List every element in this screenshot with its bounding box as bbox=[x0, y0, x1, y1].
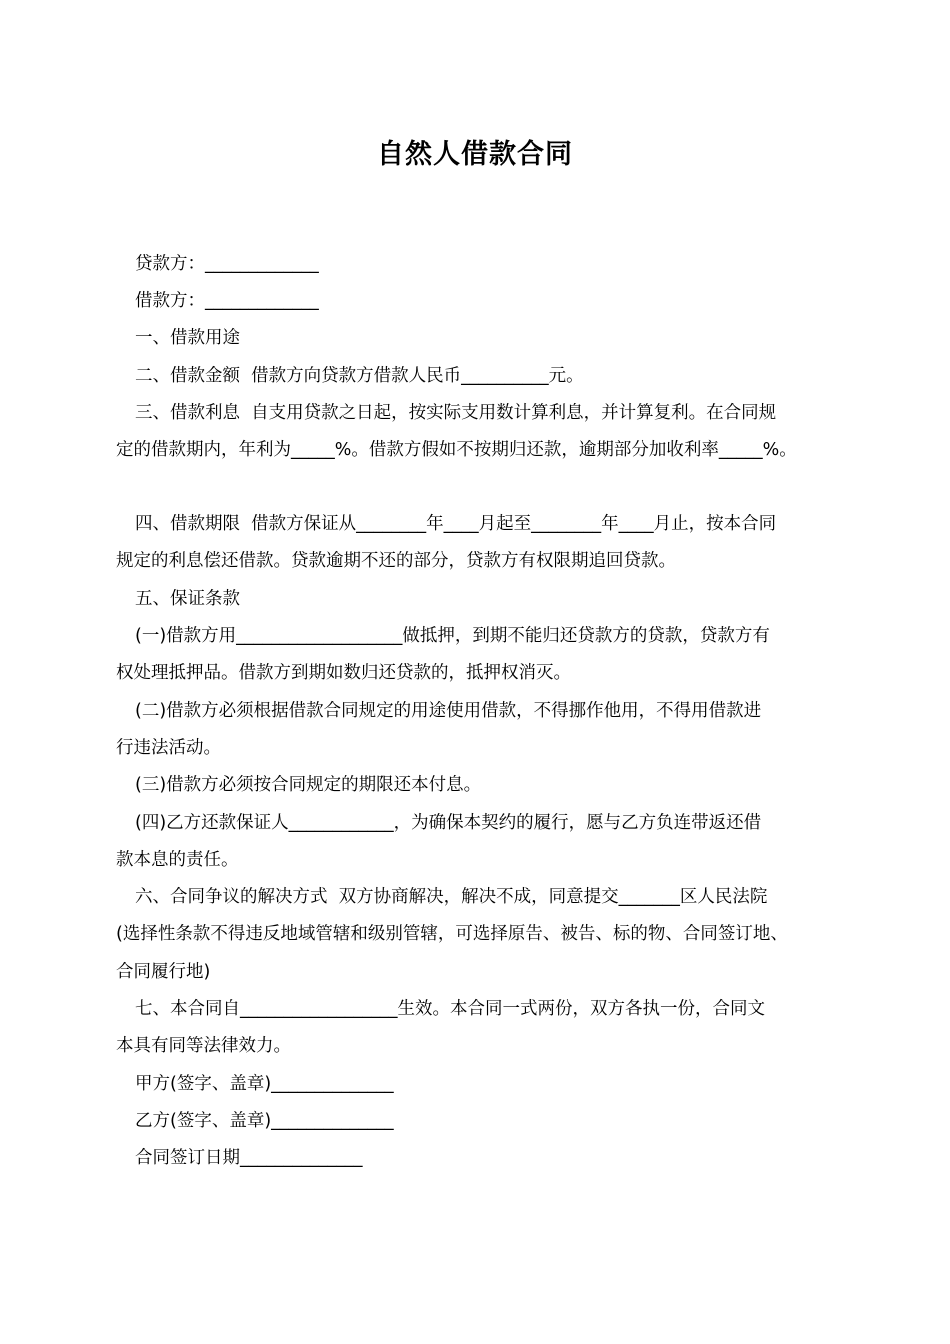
section-1-heading: 一、借款用途 bbox=[135, 328, 240, 348]
section-7-line-2: 本具有同等法律效力。 bbox=[116, 1036, 291, 1056]
section-3-interest-line-1: 三、借款利息 自支用贷款之日起，按实际支用数计算利息，并计算复利。在合同规 bbox=[135, 403, 777, 423]
clause-5-2-line-1: (二)借款方必须根据借款合同规定的用途使用借款，不得挪作他用，不得用借款进 bbox=[135, 701, 762, 721]
lender-line: 贷款方：_____________ bbox=[135, 254, 319, 274]
section-6-line-2: (选择性条款不得违反地域管辖和级别管辖，可选择原告、被告、标的物、合同签订地、 bbox=[116, 924, 788, 944]
party-a-signature-line: 甲方(签字、盖章)______________ bbox=[135, 1074, 394, 1094]
section-3-interest-line-2: 定的借款期内，年利为_____%。借款方假如不按期归还款，逾期部分加收利率_____%。 bbox=[116, 440, 797, 460]
clause-5-3: (三)借款方必须按合同规定的期限还本付息。 bbox=[135, 775, 482, 795]
party-b-signature-line: 乙方(签字、盖章)______________ bbox=[135, 1111, 394, 1131]
section-6-line-3: 合同履行地) bbox=[116, 962, 211, 982]
clause-5-1-line-2: 权处理抵押品。借款方到期如数归还贷款的，抵押权消灭。 bbox=[116, 663, 571, 683]
clause-5-4-line-1: (四)乙方还款保证人____________，为确保本契约的履行，愿与乙方负连带返还借 bbox=[135, 813, 762, 833]
borrower-line: 借款方：_____________ bbox=[135, 291, 319, 311]
section-4-term-line-2: 规定的利息偿还借款。贷款逾期不还的部分，贷款方有权限期追回贷款。 bbox=[116, 551, 676, 571]
signing-date-line: 合同签订日期______________ bbox=[135, 1148, 363, 1168]
clause-5-4-line-2: 款本息的责任。 bbox=[116, 850, 239, 870]
section-7-line-1: 七、本合同自__________________生效。本合同一式两份，双方各执一份，合同文 bbox=[135, 999, 765, 1019]
section-5-heading: 五、保证条款 bbox=[135, 589, 240, 609]
section-4-term-line-1: 四、借款期限 借款方保证从________年____月起至________年____月止，按本合同 bbox=[135, 514, 777, 534]
clause-5-2-line-2: 行违法活动。 bbox=[116, 738, 221, 758]
section-6-line-1: 六、合同争议的解决方式 双方协商解决，解决不成，同意提交_______区人民法院 bbox=[135, 887, 768, 907]
clause-5-1-line-1: (一)借款方用___________________做抵押，到期不能归还贷款方的贷款，贷款方有 bbox=[135, 626, 770, 646]
section-2-amount: 二、借款金额 借款方向贷款方借款人民币__________元。 bbox=[135, 366, 584, 386]
document-title: 自然人借款合同 bbox=[377, 139, 573, 170]
